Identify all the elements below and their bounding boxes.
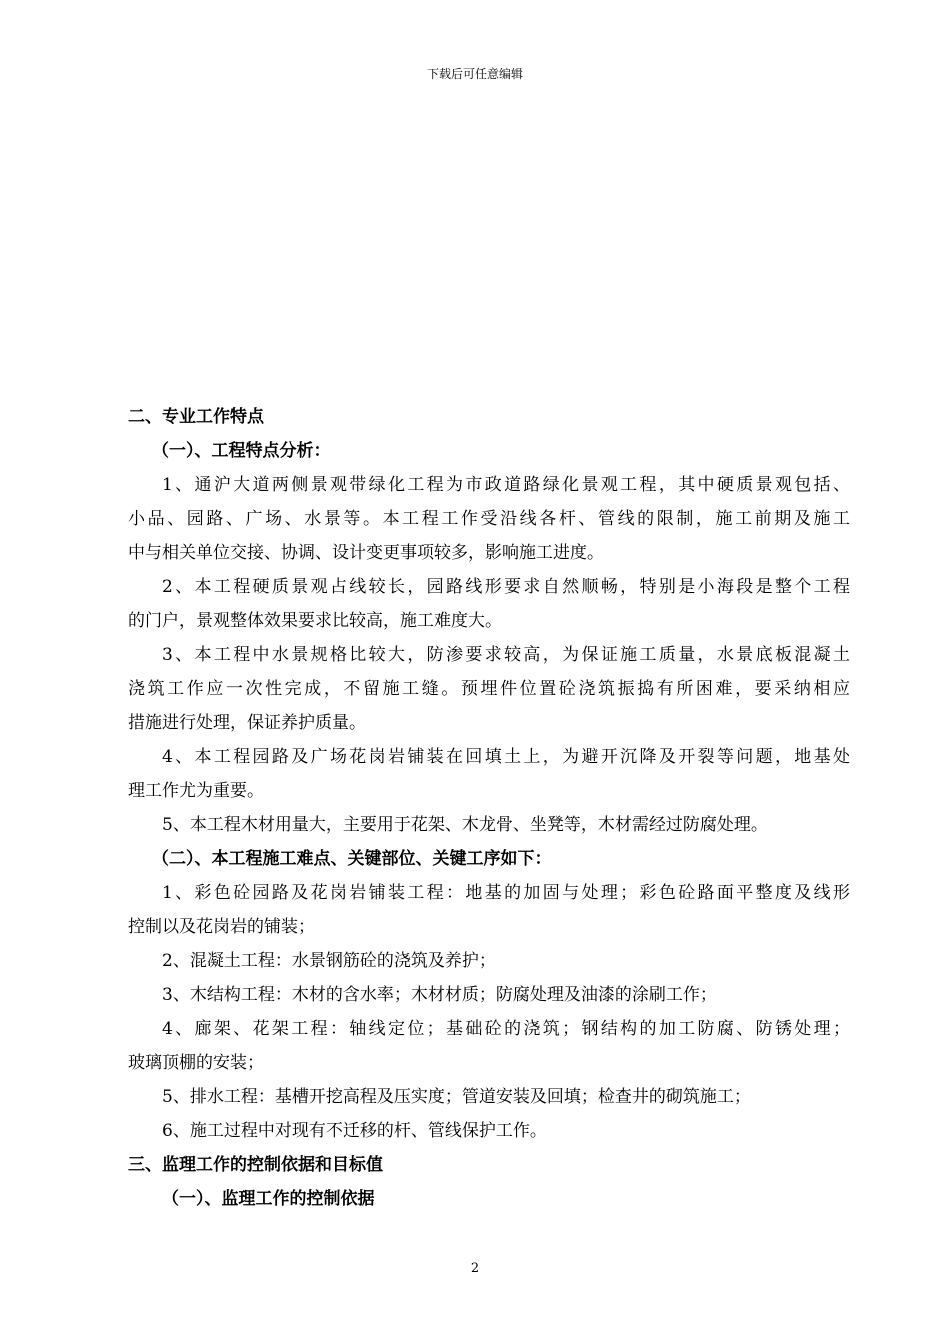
document-body (128, 400, 850, 1216)
page-number: 2 (470, 1261, 480, 1276)
paragraph-2-2-item4 (128, 1012, 850, 1080)
text-line: 浇筑工作应一次性完成，不留施工缝。预埋件位置砼浇筑振捣有所困难，要采纳相应 (128, 679, 850, 699)
text-line: 5、排水工程：基槽开挖高程及压实度；管道安装及回填；检查井的砌筑施工； (162, 1087, 751, 1107)
paragraph-2-2-item5 (128, 1080, 850, 1114)
text-line: 4、廊架、花架工程：轴线定位；基础砼的浇筑；钢结构的加工防腐、防锈处理； (162, 1019, 850, 1039)
section-heading-2: 二、专业工作特点 (128, 407, 264, 427)
text-line: 4、本工程园路及广场花岗岩铺装在回填土上，为避开沉降及开裂等问题，地基处 (162, 747, 850, 767)
paragraph-2-2-item6 (128, 1114, 850, 1148)
text-line: 理工作尤为重要。 (128, 781, 264, 801)
paragraph-2-1-item4 (128, 740, 850, 808)
text-line: 2、本工程硬质景观占线较长，园路线形要求自然顺畅，特别是小海段是整个工程 (162, 577, 850, 597)
text-line: 玻璃顶棚的安装； (128, 1053, 264, 1073)
text-line: 控制以及花岗岩的铺装； (128, 917, 315, 937)
text-line: 小品、园路、广场、水景等。本工程工作受沿线各杆、管线的限制，施工前期及施工 (128, 509, 850, 529)
text-line: 中与相关单位交接、协调、设计变更事项较多，影响施工进度。 (128, 543, 604, 563)
text-line: 6、施工过程中对现有不迁移的杆、管线保护工作。 (162, 1121, 547, 1141)
text-line: 的门户，景观整体效果要求比较高，施工难度大。 (128, 611, 502, 631)
paragraph-2-1-item2 (128, 570, 850, 638)
paragraph-2-1-item1 (128, 468, 850, 570)
paragraph-2-2-item1 (128, 876, 850, 944)
text-line: 3、本工程中水景规格比较大，防渗要求较高，为保证施工质量，水景底板混凝土 (162, 645, 850, 665)
paragraph-2-1-item3 (128, 638, 850, 740)
subsection-heading-3-1: （一）、监理工作的控制依据 (162, 1189, 375, 1209)
paragraph-2-2-item2 (128, 944, 850, 978)
section-heading-3: 三、监理工作的控制依据和目标值 (128, 1155, 383, 1175)
subsection-heading-2-2: （二）、本工程施工难点、关键部位、关键工序如下： (152, 849, 552, 869)
text-line: 1、彩色砼园路及花岗岩铺装工程：地基的加固与处理；彩色砼路面平整度及线形 (162, 883, 850, 903)
text-line: 1、通沪大道两侧景观带绿化工程为市政道路绿化景观工程，其中硬质景观包括、 (162, 475, 850, 495)
text-line: 5、本工程木材用量大，主要用于花架、木龙骨、坐凳等，木材需经过防腐处理。 (162, 815, 768, 835)
text-line: 2、混凝土工程：水景钢筋砼的浇筑及养护； (162, 951, 496, 971)
paragraph-2-1-item5 (128, 808, 850, 842)
text-line: 措施进行处理，保证养护质量。 (128, 713, 366, 733)
paragraph-2-2-item3 (128, 978, 850, 1012)
text-line: 3、木结构工程：木材的含水率；木材材质；防腐处理及油漆的涂刷工作； (162, 985, 717, 1005)
subsection-heading-2-1: （一）、工程特点分析： (152, 441, 331, 461)
header-note: 下载后可任意编辑 (426, 67, 523, 81)
